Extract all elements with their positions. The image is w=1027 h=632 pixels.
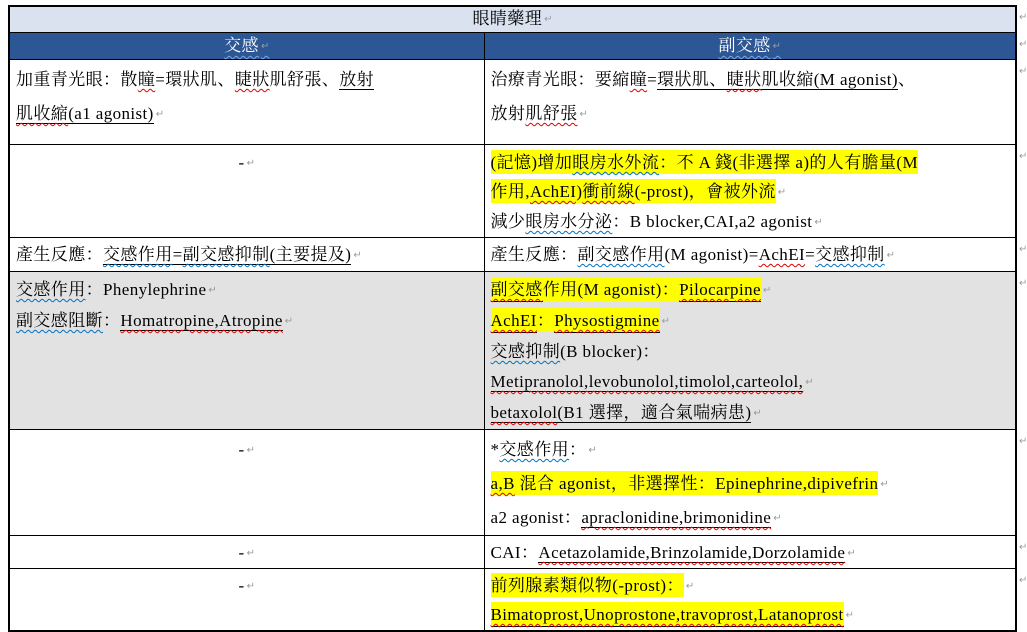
text-segment: 眼房水分泌 [525,212,613,231]
text-segment: 眼房水外流 [572,150,659,174]
table-cell-right [484,430,1016,536]
text-segment: 副交感抑制 [182,245,270,264]
text-segment: 肌舒張 [525,104,578,123]
column-header-sympathetic [9,33,484,60]
table-cell-left [9,238,484,272]
text-segment: =環狀肌、 [155,70,235,89]
table-row [9,536,1016,569]
text-segment: 交感作用 [499,440,570,459]
cell-line [491,306,1010,337]
text-segment: a2 agonist： [490,508,582,527]
table-cell-right [484,60,1016,145]
text-segment: - [238,543,245,562]
text-segment: 治療青光眼：要縮 [490,70,630,89]
text-segment: ：Phenylephrine [85,280,207,299]
text-segment: 混合 agonist，非選擇性：Epinephrine,dipivefrin [515,471,879,495]
text-segment: 產生反應： [490,245,578,264]
table-cell-left [9,569,484,632]
text-segment: 肌收縮(M agonist) [761,70,898,89]
table-cell-left [9,430,484,536]
table-cell-left [9,60,484,145]
text-segment: betaxolol [490,403,558,422]
cell-line [491,207,1010,237]
table-cell-right [484,536,1016,569]
text-segment: - [238,576,245,595]
cell-line [491,63,1010,97]
cell-line [491,539,1010,567]
cell-line [491,433,1010,467]
text-segment: a,B [491,471,515,495]
text-segment: Homatropine,Atropine [120,311,283,330]
text-segment: 瞳 [629,70,648,89]
text-segment: 前列腺素類似物(-prost)： [491,573,684,597]
text-segment: 瞳 [137,70,156,89]
cell-line [491,367,1010,398]
table-title-cell [9,6,1016,33]
text-segment: ： [103,311,121,330]
text-segment: ： [537,308,554,332]
text-segment: 副交感阻斷 [16,311,103,330]
text-segment: 睫狀 [726,70,762,89]
text-segment: 衝前線 [582,179,634,203]
end-of-row-mark: ↵ [1019,39,1027,50]
cell-line [16,63,478,97]
table-cell-right [484,145,1016,238]
text-segment: (B blocker)： [560,342,660,361]
text-segment: Physostigmine [554,308,659,333]
text-segment: AchEI [530,179,576,203]
text-segment: Pilocarpine [679,277,761,302]
cell-line [16,97,478,132]
text-segment: 放射 [339,70,375,89]
cell-line [491,337,1010,367]
cell-line [491,275,1010,306]
text-segment: 副交感 [491,277,543,302]
table-row [9,430,1016,536]
table-cell-right [484,272,1016,430]
end-of-row-mark: ↵ [1019,244,1027,255]
text-segment: ) [576,179,582,203]
text-segment: (-prost)，會被外流 [635,179,776,203]
cell-line [16,306,478,337]
text-segment: apraclonidine,brimonidine [581,508,772,527]
text-segment: ：不 A 錢(非選擇 a)的人有膽量(M [659,150,918,174]
end-of-row-mark: ↵ [1019,66,1027,77]
table-row [9,569,1016,632]
table-row [9,145,1016,238]
text-segment: - [238,440,245,459]
text-segment: = [647,70,658,89]
cell-line [16,572,478,601]
text-segment: 交感抑制 [490,342,561,361]
end-of-row-mark: ↵ [1019,151,1027,162]
cell-line [16,148,478,178]
text-segment: Metipranolol,levobunolol,timolol,carteolol, [490,372,804,391]
text-segment: Acetazolamide,Brinzolamide,Dorzolamide [538,543,846,562]
cell-line [16,241,478,269]
text-segment: (a1 agonist) [68,104,154,123]
page-title: 眼睛藥理 ↵ [473,9,553,28]
end-of-row-mark: ↵ [1019,278,1027,289]
end-of-row-mark: ↵ [1019,436,1027,447]
table-row [9,272,1016,430]
text-segment: - [238,153,245,172]
cell-line [491,572,1010,601]
end-of-row-mark: ↵ [1019,575,1027,586]
pharmacology-table [8,5,1017,632]
text-segment: (B1 選擇，適合氣喘病患) [557,403,752,422]
text-segment: CAI： [490,543,539,562]
text-segment: 交感作用 [16,280,86,299]
table-body [9,60,1016,632]
table-cell-left [9,272,484,430]
text-segment: = [172,245,183,264]
text-segment: AchEI [758,245,806,264]
text-segment: 環狀肌、 [657,70,727,89]
text-segment: = [805,245,816,264]
cell-line [491,501,1010,535]
table-title-row [9,6,1016,33]
table-cell-left [9,145,484,238]
table-header-row [9,33,1016,60]
text-segment: 交感抑制 [815,245,885,264]
cell-line [491,148,1010,177]
text-segment: 副交感作用 [577,245,665,264]
table-cell-right [484,569,1016,632]
text-segment: 加重青光眼：散 [16,70,138,89]
text-segment: (主要提及) [269,245,352,264]
text-segment: 放射 [490,104,526,123]
end-of-row-mark: ↵ [1019,12,1027,23]
text-segment: * [490,440,500,459]
text-segment: ：B blocker,CAI,a2 agonist [612,212,813,231]
text-segment: Bimatoprost,Unoprostone,travoprost,Latanoprost [491,602,844,627]
text-segment: 作用, [491,179,530,203]
table-row [9,60,1016,145]
column-header-sympathetic-label: 交感 ↵ [224,36,269,55]
cell-line [491,177,1010,207]
column-header-parasympathetic-label: 副交感 ↵ [718,36,781,55]
text-segment: 睫狀 [234,70,270,89]
text-segment: 交感作用 [103,245,173,264]
text-segment: (記憶)增加 [491,150,573,174]
cell-line [16,433,478,467]
text-segment: 、 [897,70,916,89]
text-segment: ： [569,440,587,459]
text-segment: AchEI [491,308,537,333]
cell-line [491,398,1010,429]
table-row [9,238,1016,272]
column-header-parasympathetic [484,33,1016,60]
text-segment: (M agonist)= [664,245,759,264]
cell-line [16,275,478,306]
text-segment: 減少 [490,212,526,231]
table-cell-left [9,536,484,569]
text-segment: 產生反應： [16,245,103,264]
cell-line [16,539,478,567]
cell-line [491,97,1010,132]
cell-line [491,241,1010,269]
text-segment: 肌收縮 [16,104,69,123]
text-segment: 肌舒張、 [269,70,340,89]
table-cell-right [484,238,1016,272]
end-of-row-mark: ↵ [1019,542,1027,553]
cell-line [491,601,1010,630]
cell-line [491,467,1010,501]
text-segment: 作用(M agonist)： [543,277,679,301]
